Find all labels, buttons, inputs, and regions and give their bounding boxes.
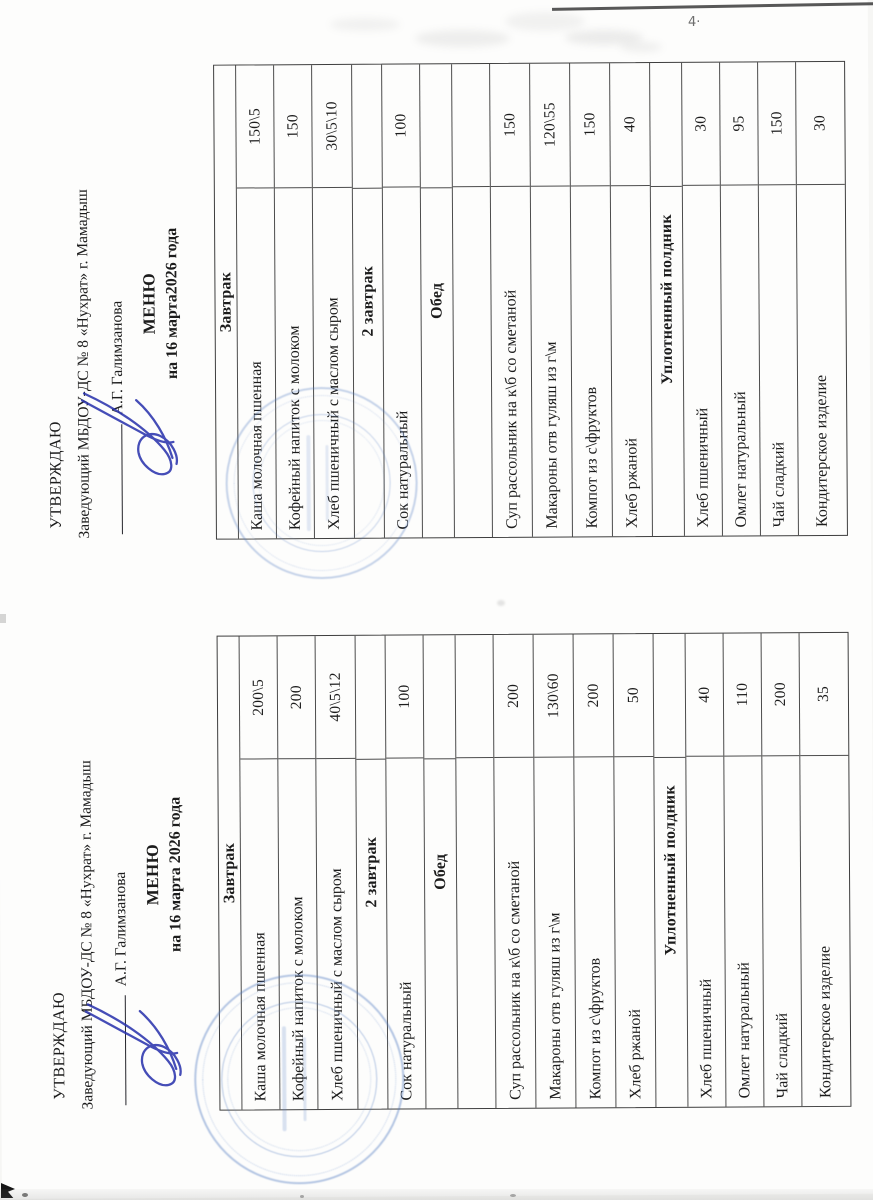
table-row bbox=[494, 635, 537, 1108]
dish-name-cell: Сок натуральный bbox=[397, 981, 415, 1101]
dish-name-cell: Кондитерское изделие bbox=[812, 374, 831, 528]
organization-line: Заведующий МБДОУ-ДС № 8 «Нухрат» г. Мамадыш bbox=[73, 189, 93, 539]
dish-name-cell: Макароны отв гуляш из г\м bbox=[545, 912, 564, 1100]
scan-artifact-smudge bbox=[415, 30, 510, 47]
section-row: Завтрак bbox=[218, 637, 243, 1110]
dish-name-cell: Хлеб пшеничный bbox=[693, 407, 712, 528]
scan-artifact-edge-tick bbox=[0, 614, 6, 623]
menu-right bbox=[0, 63, 871, 541]
dish-name-cell: Кондитерское изделие bbox=[816, 945, 835, 1099]
approve-label: УТВЕРЖДАЮ bbox=[47, 420, 65, 529]
portion-cell: 35 bbox=[800, 633, 849, 756]
dish-name-cell: Сок натуральный bbox=[393, 410, 412, 530]
table-row bbox=[758, 62, 799, 535]
portion-cell: 150 bbox=[570, 63, 610, 186]
portion-cell: 30\5\10 bbox=[312, 65, 352, 188]
dish-name-cell: Хлеб пшеничный с маслом сыром bbox=[327, 868, 346, 1102]
table-row bbox=[796, 62, 847, 535]
dish-name-cell: Суп рассольник на к\б со сметаной bbox=[505, 860, 524, 1100]
menu-date: на 16 марта 2026 года bbox=[166, 796, 185, 953]
portion-cell: 150 bbox=[490, 64, 530, 187]
section-row: Обед bbox=[420, 64, 455, 537]
section-row: 2 завтрак bbox=[352, 65, 385, 538]
organization-line: Заведующий МБДОУ-ДС № 8 «Нухрат» г. Мамадыш bbox=[77, 760, 97, 1110]
portion-cell: 130\60 bbox=[534, 635, 574, 758]
dish-name-cell: Омлет натуральный bbox=[731, 391, 750, 528]
portion-cell: 150\5 bbox=[236, 65, 274, 188]
section-row: Уплотненный полдник bbox=[650, 63, 685, 536]
stamp-inner-text-ring bbox=[258, 420, 385, 547]
dish-name-cell: Компот из с\фруктов bbox=[582, 386, 601, 529]
dish-name-cell: Хлеб пшеничный bbox=[697, 978, 715, 1099]
stamp-center-mark2 bbox=[325, 445, 328, 522]
portion-cell: 150 bbox=[758, 62, 796, 185]
dish-name-cell: Хлеб пшеничный с маслом сыром bbox=[323, 297, 343, 531]
table-row bbox=[490, 64, 533, 537]
table-row bbox=[800, 633, 851, 1106]
scan-artifact-smudge bbox=[620, 42, 662, 52]
scan-artifact-speck bbox=[497, 600, 505, 606]
empty-row bbox=[452, 64, 493, 537]
section-row: Уплотненный полдник bbox=[654, 634, 689, 1107]
portion-cell: 30 bbox=[682, 63, 720, 186]
portion-cell: 30 bbox=[796, 62, 845, 185]
scan-artifact-bottom-band bbox=[0, 1189, 873, 1200]
portion-cell: 95 bbox=[720, 62, 758, 185]
portion-cell: 120\55 bbox=[530, 64, 570, 187]
portion-cell: 110 bbox=[724, 633, 762, 756]
dish-name-cell: Хлеб ржаной bbox=[622, 438, 641, 529]
signer-name: А.Г. Галимзанова bbox=[108, 300, 127, 416]
menu-title: МЕНЮ bbox=[139, 272, 159, 335]
dish-name-cell: Суп рассольник на к\б со сметаной bbox=[501, 289, 521, 529]
section-row: Завтрак bbox=[214, 66, 239, 539]
table-row bbox=[610, 63, 653, 536]
portion-cell: 200 bbox=[762, 633, 800, 756]
dish-name-cell: Компот из с\фруктов bbox=[586, 957, 604, 1100]
dish-name-cell: Каша молочная пшенная bbox=[250, 932, 269, 1102]
portion-cell: 40 bbox=[686, 634, 724, 757]
approve-label: УТВЕРЖДАЮ bbox=[50, 991, 69, 1100]
table-row bbox=[724, 633, 765, 1106]
menu-title: МЕНЮ bbox=[142, 843, 163, 906]
portion-cell: 200 bbox=[278, 636, 316, 759]
table-row bbox=[762, 633, 803, 1106]
portion-cell: 200\5 bbox=[240, 636, 278, 759]
table-row bbox=[614, 634, 657, 1107]
official-stamp bbox=[194, 974, 405, 1185]
table-row bbox=[682, 63, 723, 536]
dish-name-cell: Каша молочная пшенная bbox=[247, 361, 266, 531]
menu-date: на 16 марта2026 года bbox=[163, 227, 181, 380]
portion-cell: 50 bbox=[614, 634, 654, 757]
section-row: 2 завтрак bbox=[356, 636, 389, 1109]
dish-name-cell: Хлеб ржаной bbox=[626, 1009, 644, 1100]
portion-cell: 150 bbox=[274, 65, 312, 188]
table-row bbox=[686, 634, 727, 1107]
dish-name-cell: Кофейный напиток с молоком bbox=[288, 896, 307, 1102]
portion-cell: 200 bbox=[574, 634, 614, 757]
dish-name-cell: Чай сладкий bbox=[769, 441, 788, 528]
menu-left bbox=[0, 634, 873, 1112]
signature-autograph bbox=[73, 368, 190, 489]
scan-artifact-speck bbox=[510, 1194, 516, 1197]
portion-cell: 100 bbox=[386, 635, 424, 758]
portion-cell: 200 bbox=[494, 635, 534, 758]
table-row bbox=[570, 63, 613, 536]
dish-name-cell: Омлет натуральный bbox=[735, 962, 753, 1099]
scan-artifact-smudge bbox=[505, 12, 585, 31]
table-row bbox=[574, 634, 617, 1107]
table-row bbox=[530, 64, 573, 537]
stamp-inner-text-ring bbox=[227, 1007, 372, 1152]
official-stamp bbox=[225, 386, 418, 579]
empty-row bbox=[456, 635, 497, 1108]
table-row bbox=[720, 62, 761, 535]
dish-name-cell: Макароны отв гуляш из г\м bbox=[542, 341, 561, 529]
pencil-mark: 4· bbox=[688, 15, 701, 30]
signer-name: А.Г. Галимзанова bbox=[112, 871, 130, 987]
scan-artifact-smudge bbox=[330, 18, 400, 31]
dish-name-cell: Кофейный напиток с молоком bbox=[285, 325, 304, 531]
portion-cell: 40 bbox=[610, 63, 650, 186]
table-row bbox=[534, 634, 577, 1107]
portion-cell: 100 bbox=[382, 64, 420, 187]
dish-name-cell: Чай сладкий bbox=[773, 1012, 791, 1099]
scan-artifact-speck bbox=[300, 1195, 304, 1198]
stamp-center-mark bbox=[306, 435, 311, 531]
section-row: Обед bbox=[424, 635, 459, 1108]
portion-cell: 40\5\12 bbox=[316, 636, 356, 759]
signature-autograph bbox=[77, 979, 194, 1100]
